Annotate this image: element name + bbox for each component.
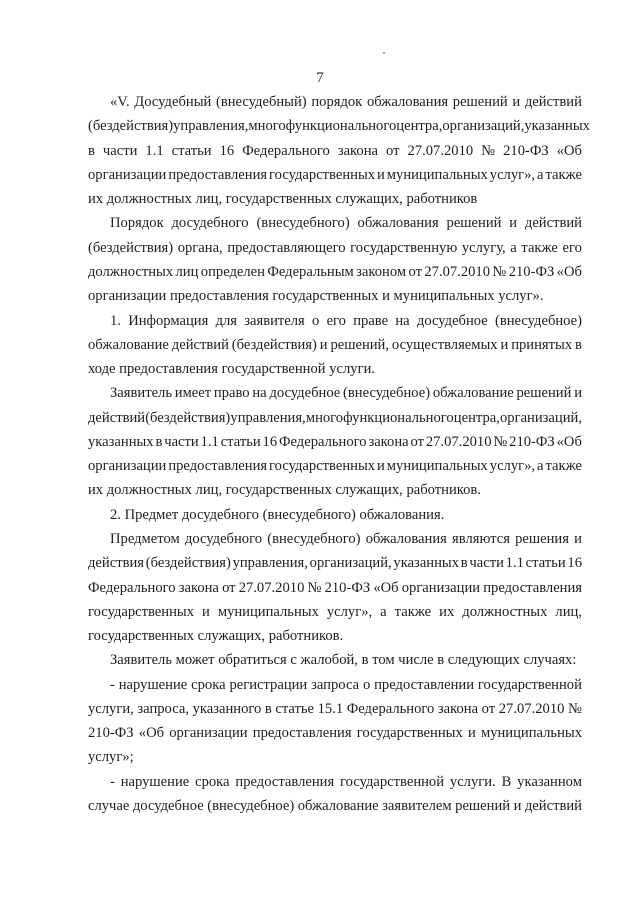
word: а	[537, 458, 544, 474]
text-line	[88, 454, 582, 479]
word: «Об	[556, 143, 582, 159]
word: предоставления	[235, 774, 335, 790]
word: (бездействия)	[88, 240, 174, 256]
word: и	[202, 604, 210, 620]
word: от	[222, 580, 236, 596]
word: указанных	[393, 555, 460, 571]
word: 16	[567, 555, 582, 571]
word: организаций,	[309, 555, 392, 571]
text-line	[88, 333, 582, 358]
word: предоставления	[483, 580, 582, 596]
text-line	[88, 551, 582, 576]
word: указанном	[517, 774, 582, 790]
text-line	[88, 406, 582, 431]
word: запроса	[311, 677, 360, 693]
text-line: ходе предоставления государственной услуги.	[88, 361, 376, 377]
word: предоставления	[252, 725, 352, 741]
word: закона	[368, 434, 409, 450]
word: Информация	[128, 313, 209, 329]
word: (внесудебное)	[343, 385, 431, 401]
word: также	[394, 604, 432, 620]
text-line: услуг»;	[88, 749, 134, 765]
word: заявителя	[244, 313, 305, 329]
text-line	[88, 236, 582, 261]
word: многофункционального	[305, 410, 454, 426]
word: и	[509, 215, 518, 231]
word: 27.07.2010	[424, 264, 490, 280]
word: организации	[401, 580, 481, 596]
word: муниципальных	[386, 458, 488, 474]
word: Предметом	[110, 531, 180, 547]
word: 210-ФЗ	[503, 143, 549, 159]
word: досудебного	[171, 215, 249, 231]
word: №	[567, 701, 582, 717]
word: случае	[88, 798, 130, 814]
word: центра,	[453, 410, 500, 426]
word: услуги.	[449, 774, 496, 790]
word: (бездействия)	[145, 555, 231, 571]
word: 1.	[110, 313, 121, 329]
word: (бездействия)	[231, 337, 317, 353]
word: также	[521, 240, 558, 256]
word: государственных	[356, 725, 463, 741]
word: №	[492, 264, 507, 280]
text-line	[110, 309, 582, 334]
text-line	[110, 90, 582, 115]
word: также	[545, 458, 582, 474]
word: части	[102, 143, 138, 159]
word: в	[264, 701, 272, 717]
word: в	[88, 143, 95, 159]
word: Порядок	[110, 215, 164, 231]
word: право	[213, 385, 250, 401]
text-line: организации предоставления государственных и муниципальных услуг».	[88, 288, 544, 304]
word: нарушение	[118, 677, 188, 693]
word: услугу,	[461, 240, 506, 256]
word: статьи	[220, 434, 261, 450]
word: на	[395, 313, 410, 329]
word: лиц,	[555, 604, 582, 620]
word: в	[575, 337, 582, 353]
word: Заявитель	[110, 385, 172, 401]
word: муниципальных	[217, 604, 319, 620]
text-line	[88, 697, 582, 722]
word: №	[307, 580, 322, 596]
word: услуг»,	[489, 167, 536, 183]
word: на	[252, 385, 267, 401]
word: действий	[171, 337, 229, 353]
word: организаций,	[442, 118, 525, 134]
word: центра,	[396, 118, 443, 134]
word: запроса,	[137, 701, 189, 717]
text-line	[110, 527, 582, 552]
word: государственных	[88, 604, 195, 620]
word: и	[467, 725, 476, 741]
word: №	[493, 434, 508, 450]
word: обжалования	[365, 531, 447, 547]
word: (бездействия)	[88, 118, 174, 134]
word: -	[110, 774, 115, 790]
word: а	[510, 240, 517, 256]
word: муниципальных	[480, 725, 582, 741]
word: 1.1	[505, 555, 524, 571]
text-line: Заявитель может обратиться с жалобой, в том числе в следующих случаях:	[110, 652, 577, 668]
word: №	[481, 143, 496, 159]
word: о	[362, 677, 371, 693]
word: Федерального	[242, 143, 330, 159]
word: (внесудебный)	[215, 94, 307, 110]
word: обжалование	[297, 798, 379, 814]
word: нарушение	[120, 774, 190, 790]
word: решений	[452, 94, 508, 110]
word: действий	[88, 410, 146, 426]
word: предоставления	[168, 167, 268, 183]
word: и	[377, 458, 385, 474]
word: государственной	[477, 677, 582, 693]
word: от	[410, 434, 424, 450]
word: являются	[452, 531, 510, 547]
word: (бездействия)	[145, 410, 231, 426]
text-line	[88, 721, 582, 746]
text-line	[110, 673, 582, 698]
word: статьи	[525, 555, 566, 571]
word: а	[380, 604, 387, 620]
word: многофункционального	[248, 118, 397, 134]
word: и	[377, 167, 385, 183]
word: действий	[524, 94, 582, 110]
word: Федерального	[278, 434, 367, 450]
word: организации	[88, 167, 167, 183]
word: части	[469, 555, 504, 571]
word: 15.1	[317, 701, 344, 717]
word: действия	[88, 555, 144, 571]
word: в	[155, 434, 163, 450]
word: имеет	[174, 385, 212, 401]
text-line	[88, 139, 582, 164]
word: обжалование	[432, 385, 514, 401]
word: и	[513, 798, 522, 814]
word: его	[562, 240, 582, 256]
text-line	[88, 430, 582, 455]
word: «Об	[556, 264, 582, 280]
word: регистрации	[229, 677, 308, 693]
word: 1.1	[145, 143, 164, 159]
word: муниципальных	[386, 167, 488, 183]
word: решений	[455, 798, 511, 814]
word: действий	[524, 215, 582, 231]
word: предоставлении	[374, 677, 475, 693]
word: его	[326, 313, 346, 329]
word: 27.07.2010	[238, 580, 305, 596]
word: (внесудебного)	[267, 531, 361, 547]
word: части	[164, 434, 199, 450]
word: решений,	[330, 337, 390, 353]
text-line	[88, 163, 582, 188]
word: «Об	[138, 725, 165, 741]
word: (внесудебное)	[494, 313, 582, 329]
word: 16	[262, 434, 278, 450]
word: должностных	[462, 604, 548, 620]
word: обжалования	[366, 94, 449, 110]
scan-speck	[383, 52, 385, 54]
word: и	[574, 531, 582, 547]
word: «V.	[110, 94, 130, 110]
word: закона	[178, 580, 219, 596]
word: также	[545, 167, 582, 183]
word: решения	[515, 531, 569, 547]
word: (внесудебного)	[256, 215, 350, 231]
word: обжалование	[88, 337, 169, 353]
word: решений	[446, 215, 502, 231]
word: управления,	[232, 555, 308, 571]
word: должностных	[88, 264, 174, 280]
word: услуг»,	[489, 458, 536, 474]
word: принятых	[511, 337, 573, 353]
word: праве	[353, 313, 389, 329]
word: и	[500, 337, 509, 353]
word: обжалования	[357, 215, 439, 231]
word: 210-ФЗ	[324, 580, 371, 596]
word: и	[319, 337, 328, 353]
word: организации	[169, 725, 248, 741]
word: осуществляемых	[391, 337, 498, 353]
word: их	[439, 604, 455, 620]
word: 27.07.2010	[498, 701, 565, 717]
word: заявителем	[382, 798, 452, 814]
word: 1.1	[200, 434, 219, 450]
word: Досудебный	[134, 94, 212, 110]
word: государственной	[340, 774, 445, 790]
word: «Об	[373, 580, 399, 596]
word: (внесудебное)	[207, 798, 295, 814]
word: указанных	[524, 118, 590, 134]
word: законом	[356, 264, 407, 280]
word: закона	[337, 143, 378, 159]
word: 210-ФЗ	[509, 434, 555, 450]
text-line	[88, 576, 582, 601]
word: досудебное	[416, 313, 488, 329]
word: а	[537, 167, 544, 183]
word: решений	[516, 385, 572, 401]
word: статьи	[171, 143, 212, 159]
word: закона	[437, 701, 479, 717]
word: 16	[219, 143, 235, 159]
word: в	[460, 555, 468, 571]
word: указанных	[88, 434, 154, 450]
word: услуги,	[88, 701, 134, 717]
text-line	[88, 600, 582, 625]
word: о	[312, 313, 320, 329]
text-line	[88, 114, 590, 139]
word: Федерального	[346, 701, 435, 717]
word: досудебное	[132, 798, 204, 814]
word: статье	[275, 701, 315, 717]
text-line: их должностных лиц, государственных служащих, работников	[88, 191, 478, 207]
word: Федеральным	[267, 264, 354, 280]
word: -	[110, 677, 115, 693]
word: организации	[88, 458, 167, 474]
text-line	[110, 770, 582, 795]
page-number: 7	[316, 70, 324, 86]
word: 210-ФЗ	[508, 264, 555, 280]
word: 210-ФЗ	[88, 725, 134, 741]
word: организаций,	[499, 410, 582, 426]
text-line	[110, 211, 582, 236]
text-line: 2. Предмет досудебного (внесудебного) обжалования.	[110, 507, 445, 523]
text-line	[88, 260, 582, 285]
word: государственных	[269, 167, 376, 183]
word: В	[501, 774, 512, 790]
word: управления,	[230, 410, 306, 426]
word: срока	[191, 677, 226, 693]
word: государственную	[350, 240, 458, 256]
word: срока	[195, 774, 230, 790]
word: досудебного	[184, 531, 263, 547]
word: управления,	[173, 118, 249, 134]
text-line: государственных служащих, работников.	[88, 628, 344, 644]
word: указанного	[192, 701, 262, 717]
word: и	[512, 94, 521, 110]
word: «Об	[556, 434, 582, 450]
word: от	[481, 701, 496, 717]
text-line	[88, 794, 582, 819]
word: предоставления	[168, 458, 268, 474]
text-line: их должностных лиц, государственных служащих, работников.	[88, 482, 481, 498]
word: 27.07.2010	[407, 143, 474, 159]
word: 27.07.2010	[425, 434, 492, 450]
word: предоставляющего	[227, 240, 346, 256]
word: услуг»,	[326, 604, 373, 620]
word: от	[408, 264, 422, 280]
text-line	[110, 381, 582, 406]
word: лиц	[175, 264, 199, 280]
word: органа,	[177, 240, 223, 256]
word: определен	[200, 264, 265, 280]
word: и	[574, 385, 582, 401]
word: от	[386, 143, 400, 159]
word: досудебное	[269, 385, 341, 401]
word: государственных	[269, 458, 376, 474]
word: порядок	[311, 94, 363, 110]
word: действий	[524, 798, 582, 814]
word: Федерального	[88, 580, 176, 596]
word: для	[215, 313, 237, 329]
